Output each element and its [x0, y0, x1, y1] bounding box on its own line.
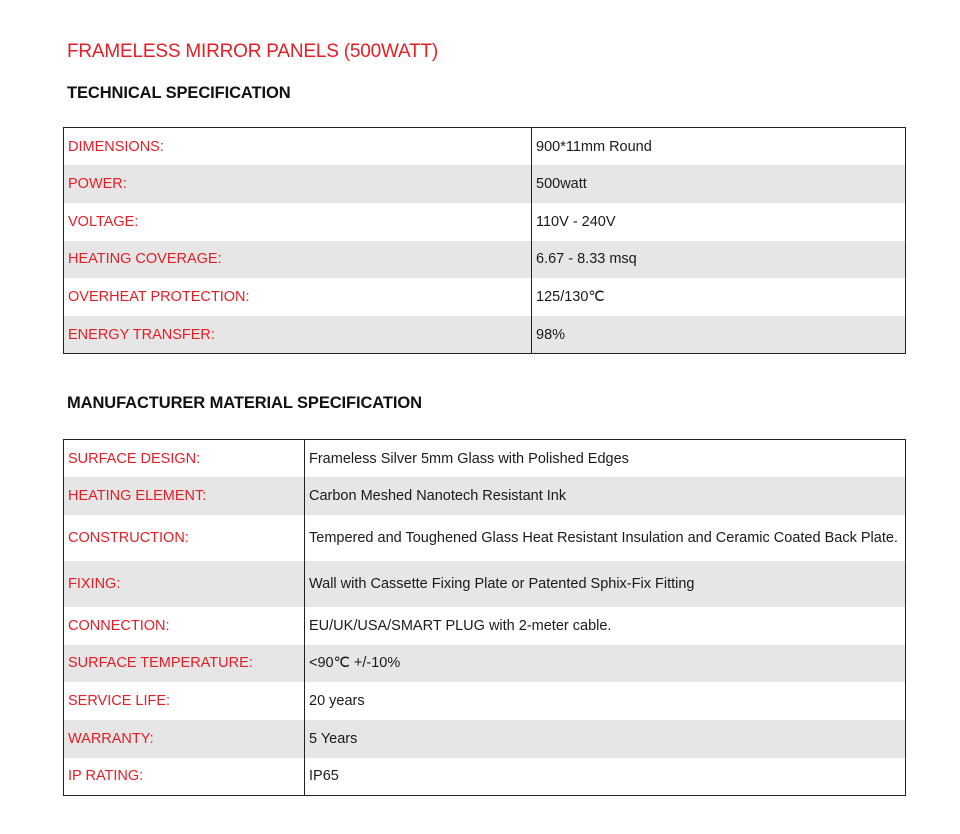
spec-label: DIMENSIONS:: [64, 128, 532, 166]
table-row-power: [64, 165, 906, 203]
manufacturer-material-specification-table: [63, 439, 906, 796]
spec-value: IP65: [309, 768, 339, 785]
spec-label: SURFACE TEMPERATURE:: [64, 645, 305, 683]
table-row-surface-temperature: [64, 645, 906, 683]
spec-label: HEATING ELEMENT:: [64, 477, 305, 515]
spec-label: WARRANTY:: [64, 720, 305, 758]
spec-value: Frameless Silver 5mm Glass with Polished Edges: [309, 450, 629, 467]
table-row-dimensions: [64, 128, 906, 166]
table-row-construction: [64, 515, 906, 561]
spec-label: SURFACE DESIGN:: [64, 440, 305, 478]
spec-value: <90℃ +/-10%: [305, 645, 906, 683]
spec-value: 20 years: [309, 693, 365, 710]
spec-value: EU/UK/USA/SMART PLUG with 2-meter cable.: [309, 617, 612, 634]
spec-value: Tempered and Toughened Glass Heat Resistant Insulation and Ceramic Coated Back Plate.: [309, 529, 898, 546]
table-row-voltage: [64, 203, 906, 241]
spec-label: OVERHEAT PROTECTION:: [64, 278, 532, 316]
table-row-service-life: [64, 682, 906, 720]
table-row-heating-element: [64, 477, 906, 515]
spec-label: FIXING:: [64, 561, 305, 607]
spec-label: HEATING COVERAGE:: [64, 241, 532, 279]
spec-label: POWER:: [64, 165, 532, 203]
spec-value: 98%: [532, 316, 906, 354]
table-row-overheat-protection: [64, 278, 906, 316]
table-row-ip-rating: [64, 758, 906, 796]
table-row-fixing: [64, 561, 906, 607]
spec-value: 500watt: [532, 165, 906, 203]
spec-label: IP RATING:: [64, 758, 305, 796]
document-title: FRAMELESS MIRROR PANELS (500WATT): [67, 41, 438, 62]
spec-value: 900*11mm Round: [536, 138, 652, 155]
table-row-surface-design: [64, 440, 906, 478]
technical-specification-heading: TECHNICAL SPECIFICATION: [67, 84, 291, 102]
spec-value: Carbon Meshed Nanotech Resistant Ink: [305, 477, 906, 515]
spec-value: 125/130℃: [536, 289, 605, 306]
spec-value: Wall with Cassette Fixing Plate or Patented Sphix-Fix Fitting: [305, 561, 906, 607]
spec-label: CONSTRUCTION:: [64, 515, 305, 561]
spec-label: CONNECTION:: [64, 607, 305, 645]
manufacturer-material-specification-heading: MANUFACTURER MATERIAL SPECIFICATION: [67, 394, 422, 412]
spec-value: 110V - 240V: [536, 213, 616, 230]
spec-value: 6.67 - 8.33 msq: [532, 241, 906, 279]
table-row-warranty: [64, 720, 906, 758]
spec-value: 5 Years: [305, 720, 906, 758]
spec-label: ENERGY TRANSFER:: [64, 316, 532, 354]
table-row-energy-transfer: [64, 316, 906, 354]
spec-label: VOLTAGE:: [64, 203, 532, 241]
technical-specification-table: [63, 127, 906, 354]
table-row-connection: [64, 607, 906, 645]
table-row-heating-coverage: [64, 241, 906, 279]
spec-label: SERVICE LIFE:: [64, 682, 305, 720]
